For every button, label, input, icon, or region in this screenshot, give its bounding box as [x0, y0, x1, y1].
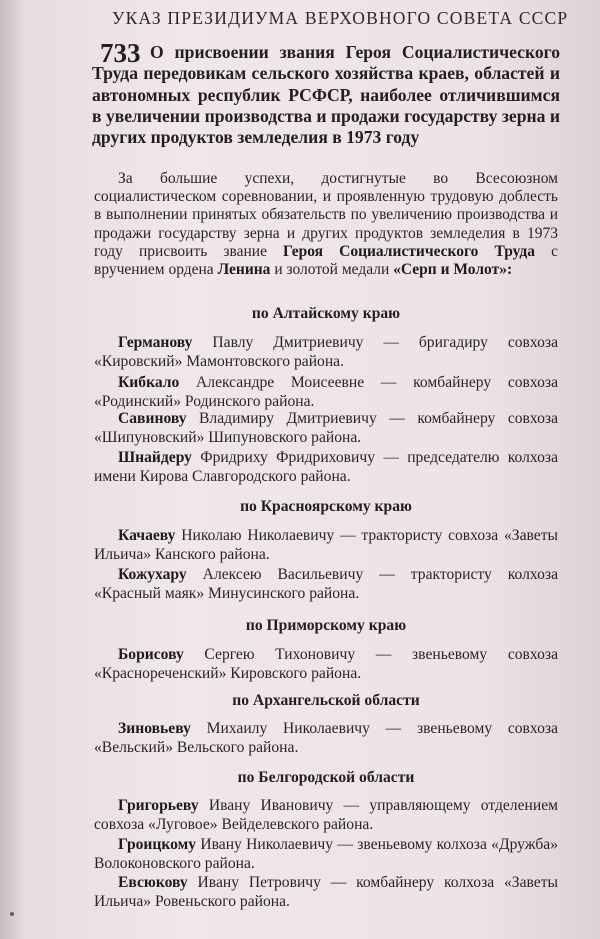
recipient-surname: Шнайдеру	[118, 449, 192, 466]
recipient-details: Ивану Ивановичу — управляющему отделением совхоза «Луговое» Вейделевского района.	[94, 797, 558, 834]
intro-bold-medal: «Серп и Молот»:	[393, 261, 513, 279]
recipient-surname: Евсюкову	[118, 874, 188, 891]
award-entry	[94, 719, 558, 758]
recipient-details: Алексею Васильевичу — трактористу колхоза «Красный маяк» Минусинского района.	[94, 566, 558, 603]
award-entry	[94, 873, 558, 912]
region-heading-altai: по Алтайскому краю	[251, 305, 401, 322]
award-entry	[94, 526, 558, 565]
recipient-details: Ивану Петровичу — комбайнеру колхоза «Заветы Ильича» Ровеньского района.	[94, 874, 558, 911]
running-head: УКАЗ ПРЕЗИДИУМА ВЕРХОВНОГО СОВЕТА СССР	[112, 8, 569, 28]
award-entry	[94, 409, 558, 448]
intro-text-mid: с вручением ордена	[94, 242, 558, 279]
recipient-details: Михаилу Николаевичу — звеньевому совхоза «Вельский» Вельского района.	[94, 720, 558, 757]
region-heading-primorsky: по Приморскому краю	[245, 617, 407, 634]
recipient-surname: Германову	[118, 334, 193, 351]
award-entry	[94, 448, 558, 487]
intro-text: За большие успехи, достигнутые во Всесоюзном социалистическом соревновании, и проявленную трудовую доблесть в выполнении принятых обязательств по увеличению производства и продажи государству зерна и других продуктов земледелия в 1973 году присвоить звание	[94, 170, 558, 260]
intro-bold-order: Ленина	[217, 261, 271, 279]
recipient-details: Ивану Николаевичу — звеньевому колхоза «Дружба» Волоконовского района.	[94, 836, 558, 873]
intro-text-mid2: и золотой медали	[270, 261, 394, 279]
intro-bold-title: Героя Социалистического Труда	[283, 242, 536, 260]
recipient-details: Николаю Николаевичу — трактористу совхоза «Заветы Ильича» Канского района.	[94, 527, 558, 564]
intro-paragraph	[94, 170, 558, 279]
award-entry	[94, 333, 558, 372]
recipient-surname: Качаеву	[118, 527, 176, 544]
recipient-details: Сергею Тихоновичу — звеньевому совхоза «Краснореченский» Кировского района.	[94, 646, 558, 683]
award-entry	[94, 565, 558, 604]
award-entry	[94, 645, 558, 684]
document-number: 733	[100, 38, 141, 68]
recipient-surname: Кожухару	[118, 566, 187, 583]
recipient-surname: Борисову	[118, 646, 184, 663]
decree-title: О присвоении звания Героя Социалистического Труда передовикам сельского хозяйства краев, областей и автономных республик РСФСР, наиболее отличившимся в увеличении производства и продажи государству зерна и других продуктов земледелия в 1973 году	[92, 42, 560, 148]
recipient-details: Владимиру Дмитриевичу — комбайнеру совхоза «Шипуновский» Шипуновского района.	[94, 410, 558, 447]
award-entry	[94, 796, 558, 835]
recipient-surname: Гроицкому	[118, 836, 197, 853]
region-heading-arkhangelsk: по Архангельской области	[232, 692, 420, 709]
page-gutter-shadow	[0, 0, 26, 939]
award-entry	[94, 835, 558, 874]
recipient-surname: Григорьеву	[118, 797, 199, 814]
recipient-surname: Зиновьеву	[118, 720, 191, 737]
recipient-details: Фридриху Фридриховичу — председателю колхоза имени Кирова Славгородского района.	[94, 449, 558, 486]
recipient-surname: Савинову	[118, 410, 187, 427]
region-heading-krasnoyarsk: по Красноярскому краю	[240, 498, 412, 515]
recipient-details: Александре Моисеевне — комбайнеру совхоза «Родинский» Родинского района.	[94, 374, 558, 411]
recipient-details: Павлу Дмитриевичу — бригадиру совхоза «Кировский» Мамонтовского района.	[94, 334, 558, 371]
region-heading-belgorod: по Белгородской области	[237, 769, 415, 786]
print-speck	[10, 912, 14, 916]
award-entry	[94, 373, 558, 412]
recipient-surname: Кибкало	[118, 374, 180, 391]
